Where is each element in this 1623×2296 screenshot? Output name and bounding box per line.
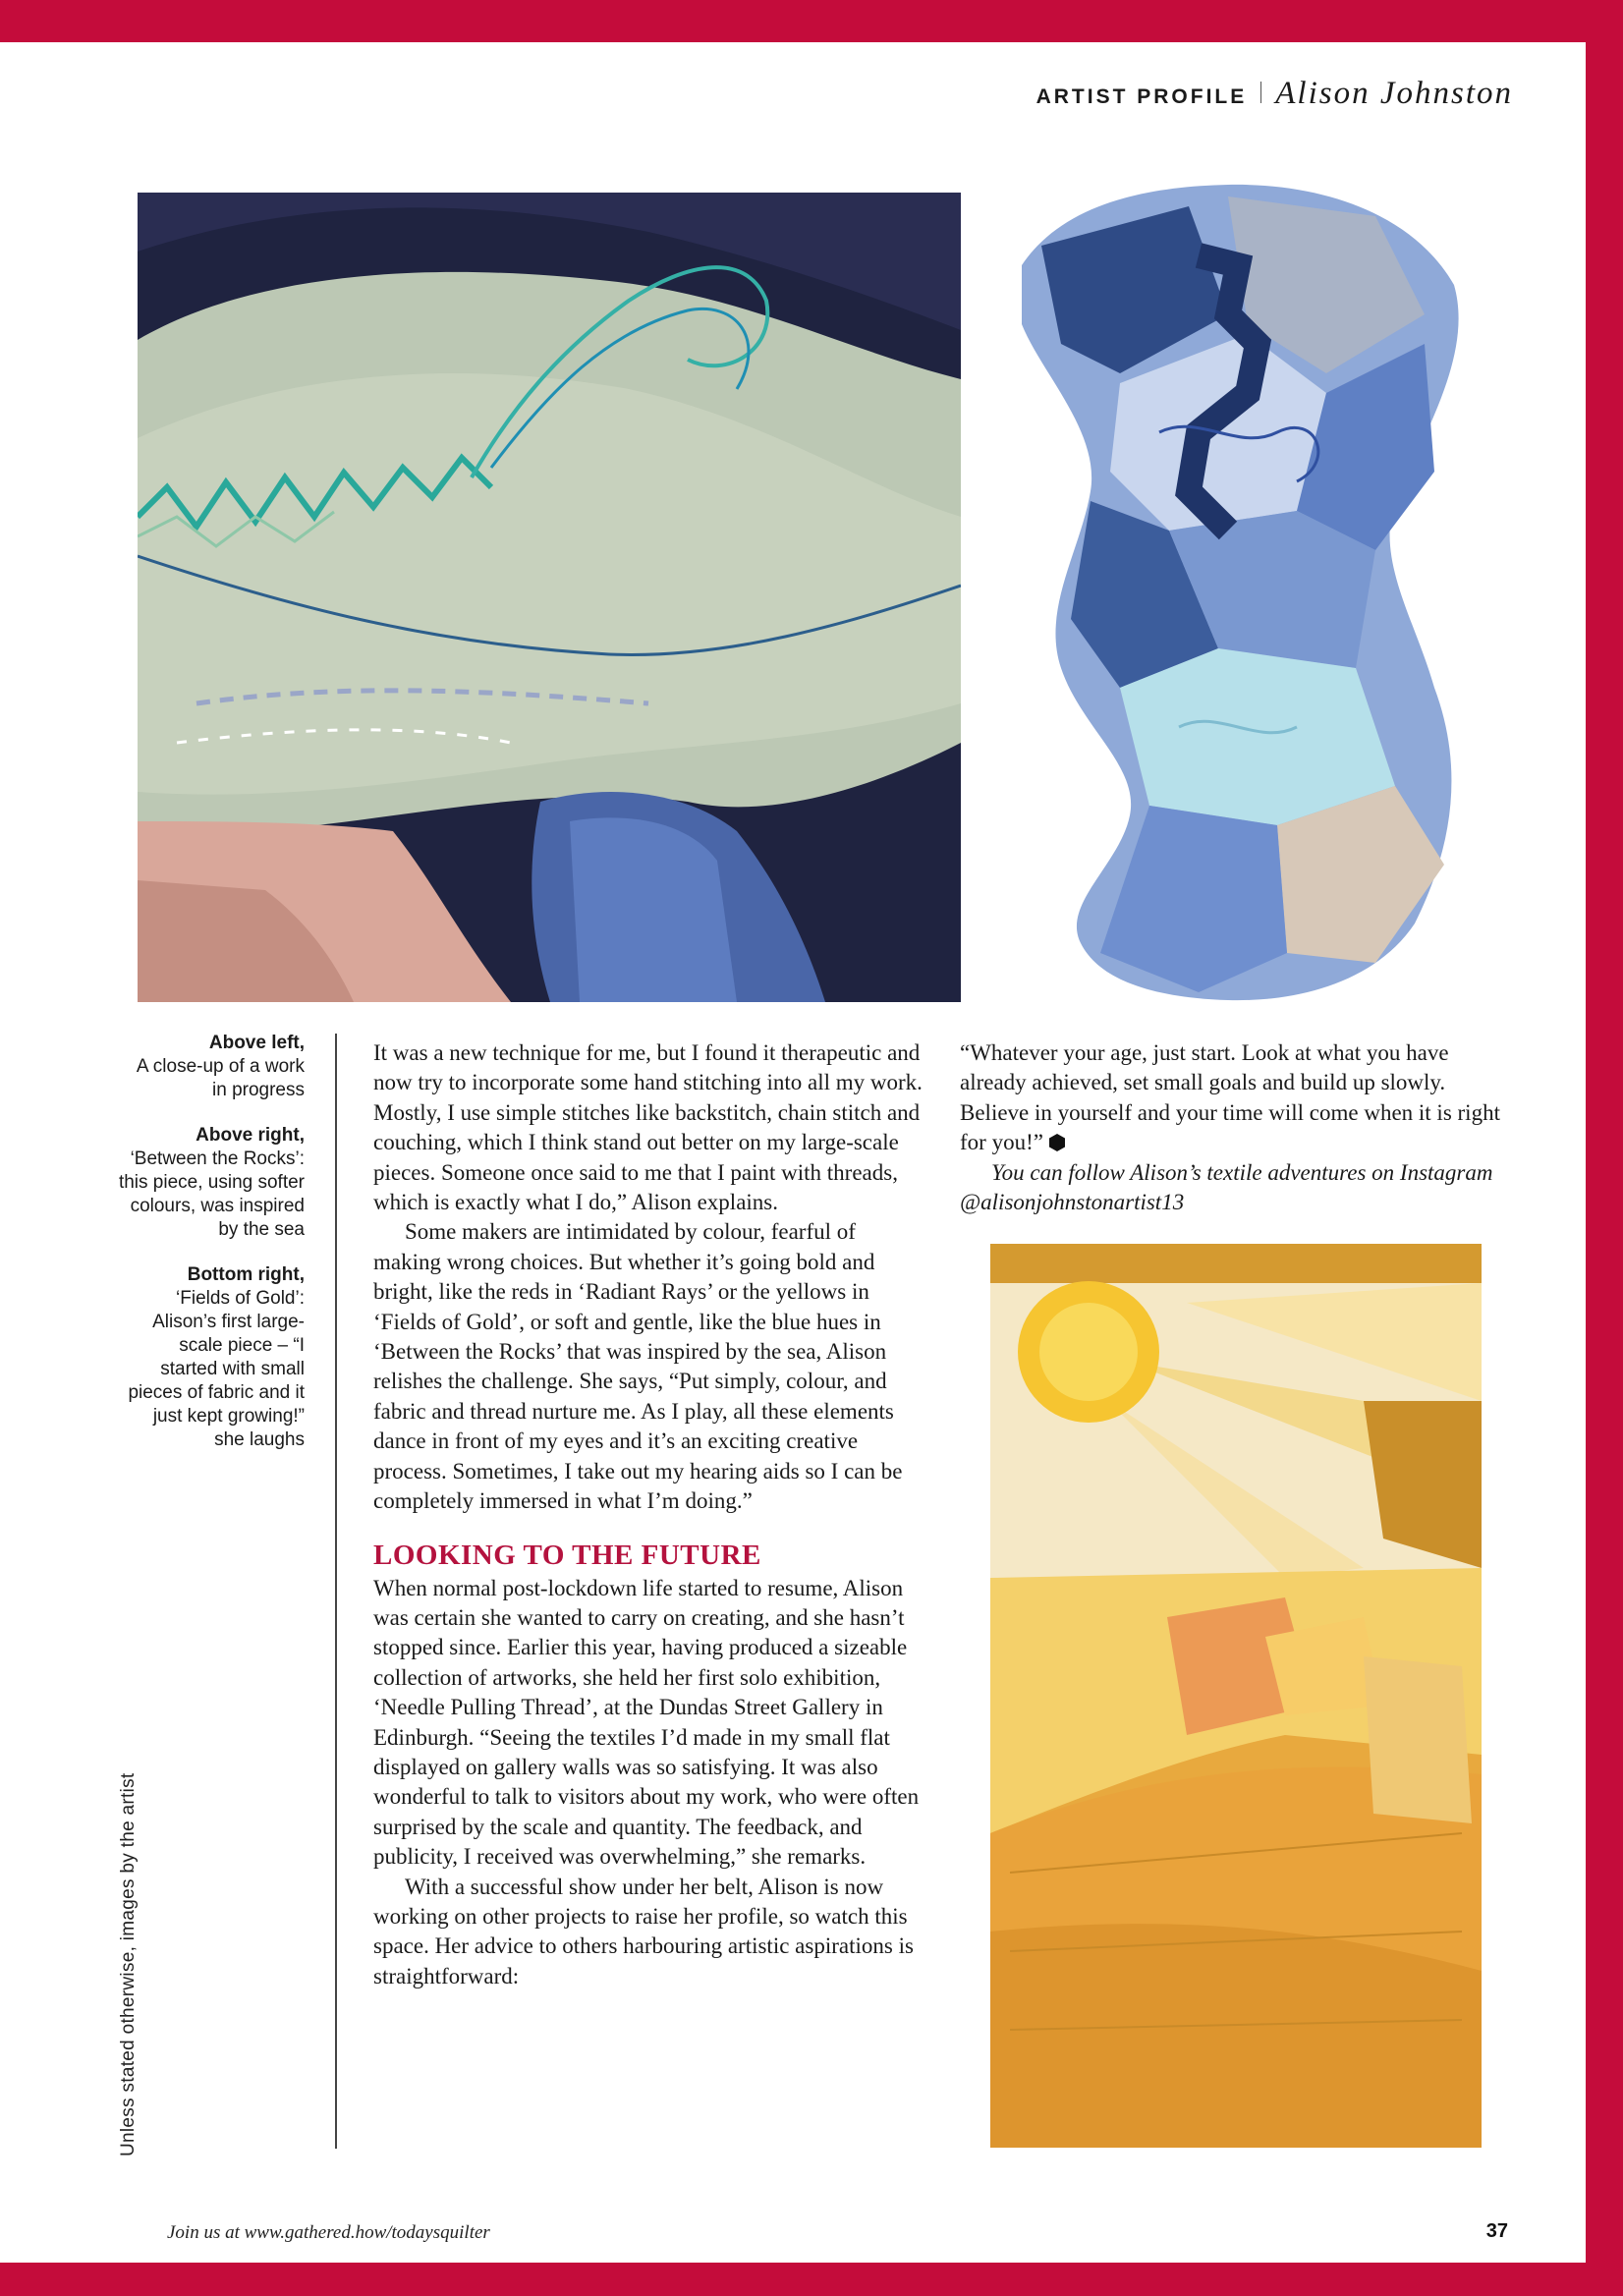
quote-paragraph xyxy=(960,1038,1510,1158)
caption-text: A close-up of a work in progress xyxy=(136,1056,305,1100)
article-column-right xyxy=(960,1038,1510,1217)
quote-text: “Whatever your age, just start. Look at what you have already achieved, set small goals and build up slowly. Believe in yourself and your time will come when it is right for you!” xyxy=(960,1040,1500,1155)
end-mark-icon xyxy=(1047,1133,1067,1152)
caption-title: Bottom right, xyxy=(187,1264,305,1285)
caption-divider xyxy=(335,1034,337,2149)
artist-name: Alison Johnston xyxy=(1275,76,1513,111)
body-paragraph: It was a new technique for me, but I found it therapeutic and now try to incorporate some hand stitching into all my work. Mostly, I use simple stitches like backstitch, chain stitch and couching, which I think stand out better on my large-scale pieces. Someone once said to me that I paint with threads, which is exactly what I do,” Alison explains. xyxy=(373,1040,923,1215)
section-heading: LOOKING TO THE FUTURE xyxy=(373,1539,761,1571)
body-paragraph: When normal post-lockdown life started to resume, Alison was certain she wanted to carry on creating, and she hasn’t stopped since. Earlier this year, having produced a sizeable collection of artworks, she held her first solo exhibition, ‘Needle Pulling Thread’, at the Dundas Street Gallery in Edinburgh. “Seeing the textiles I’d made in my small flat displayed on gallery walls was so satisfying. It was also wonderful to talk to visitors about my work, who were often surprised by the scale and quantity. The feedback, and publicity, I received was overwhelming,” she remarks. xyxy=(373,1575,920,1870)
body-paragraph: With a successful show under her belt, Alison is now working on other projects to raise her profile, so watch this space. Her advice to others harbouring artistic aspirations is straightforward: xyxy=(373,1874,914,1988)
caption-bottom-right xyxy=(118,1263,305,1452)
photo-fields-of-gold xyxy=(990,1244,1482,2148)
caption-text: ‘Between the Rocks’: this piece, using softer colours, was inspired by the sea xyxy=(118,1148,305,1240)
caption-title: Above right, xyxy=(196,1125,305,1146)
section-kicker: ARTIST PROFILE xyxy=(1035,85,1248,108)
body-paragraph: Some makers are intimidated by colour, fearful of making wrong choices. But whether it’s going bold and bright, like the reds in ‘Radiant Rays’ or the yellows in ‘Fields of Gold’, or soft and gentle, like the blue hues in ‘Between the Rocks’ that was inspired by the sea, Alison relishes the challenge. She says, “Put simply, colour, and fabric and thread nurture me. As I play, all these elements dance in front of my eyes and it’s an exciting creative process. Sometimes, I take out my hearing aids so I can be completely immersed in what I’m doing.” xyxy=(373,1219,903,1514)
caption-above-right xyxy=(118,1124,305,1242)
photo-between-the-rocks xyxy=(1002,177,1476,1012)
caption-text: ‘Fields of Gold’: Alison’s first large-scale piece – “I started with small pieces of fabric and it just kept growing!” she laughs xyxy=(128,1288,305,1450)
photo-closeup-stitching xyxy=(138,193,961,1002)
caption-above-left xyxy=(118,1032,305,1102)
image-credit: Unless stated otherwise, images by the artist xyxy=(118,1772,139,2156)
caption-title: Above left, xyxy=(208,1033,305,1053)
header-divider xyxy=(1260,82,1261,103)
page-number: 37 xyxy=(1485,2220,1508,2242)
article-column-middle xyxy=(373,1038,923,1991)
image-captions xyxy=(118,1032,305,1474)
footer-website: Join us at www.gathered.how/todaysquilter xyxy=(167,2222,490,2243)
page-header xyxy=(1036,76,1513,112)
instagram-note: You can follow Alison’s textile adventures on Instagram @alisonjohnstonartist13 xyxy=(960,1159,1493,1215)
